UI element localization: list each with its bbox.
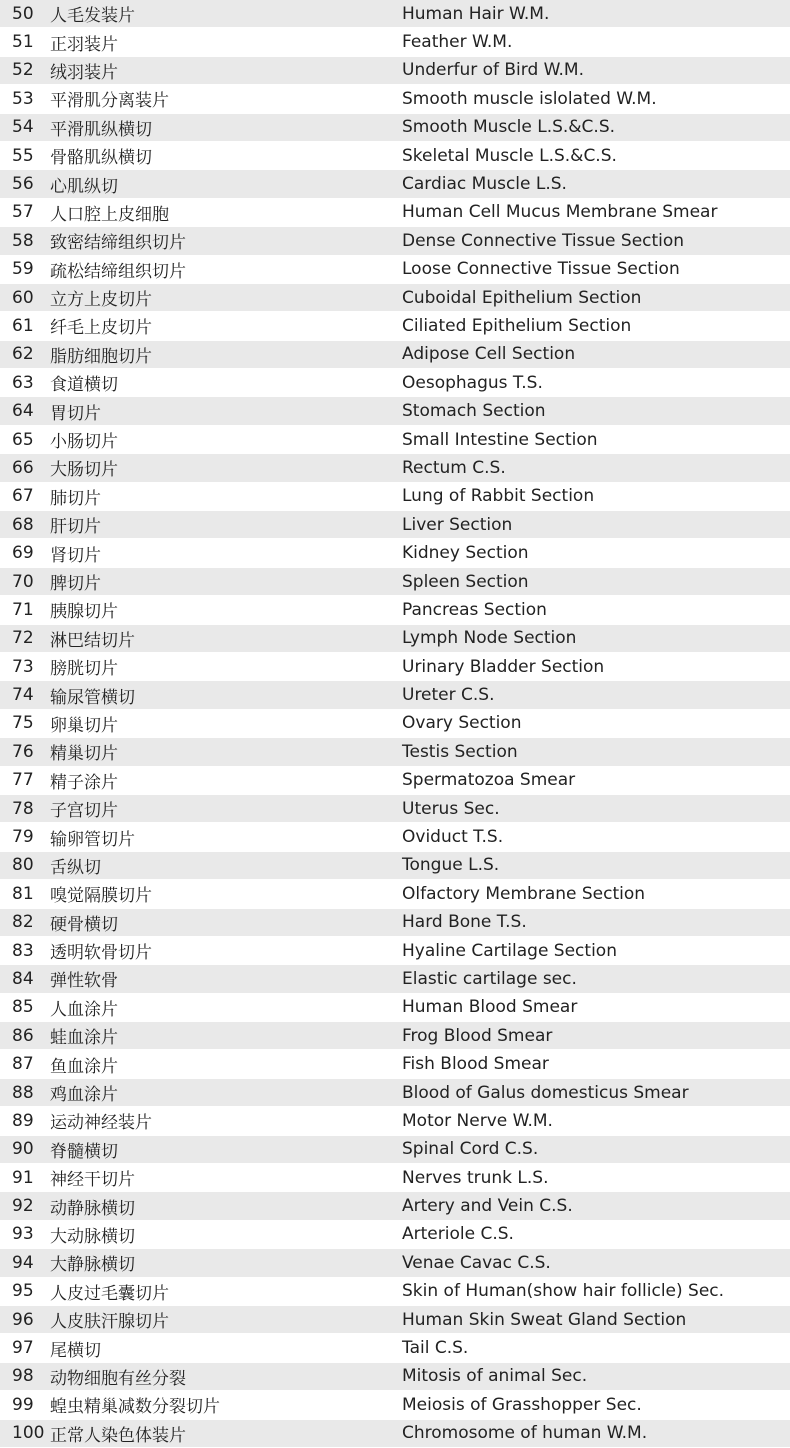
chinese-name: 心肌纵切 [50, 176, 118, 197]
row-number: 67 [12, 486, 34, 507]
english-name: Elastic cartilage sec. [402, 968, 577, 989]
row-number: 87 [12, 1054, 34, 1075]
table-row [0, 397, 790, 425]
row-number: 99 [12, 1394, 34, 1415]
english-name: Uterus Sec. [402, 798, 500, 819]
row-number: 52 [12, 60, 34, 81]
row-number: 78 [12, 798, 34, 819]
row-number: 77 [12, 770, 34, 791]
row-number: 60 [12, 287, 34, 308]
chinese-name: 小肠切片 [50, 432, 118, 453]
table-row [0, 539, 790, 567]
english-name: Hyaline Cartilage Section [402, 940, 617, 961]
english-name: Lung of Rabbit Section [402, 486, 595, 507]
english-name: Fish Blood Smear [402, 1054, 549, 1075]
table-row [0, 795, 790, 823]
row-number: 64 [12, 401, 34, 422]
chinese-name: 立方上皮切片 [50, 290, 152, 311]
english-name: Adipose Cell Section [402, 344, 576, 365]
english-name: Underfur of Bird W.M. [402, 60, 585, 81]
english-name: Chromosome of human W.M. [402, 1423, 648, 1444]
table-row [0, 710, 790, 738]
row-number: 51 [12, 32, 34, 53]
english-name: Loose Connective Tissue Section [402, 259, 680, 280]
chinese-name: 胰腺切片 [50, 602, 118, 623]
table-row [0, 199, 790, 227]
chinese-name: 运动神经装片 [50, 1113, 152, 1134]
table-row [0, 227, 790, 255]
table-row [0, 1050, 790, 1078]
chinese-name: 蛙血涂片 [50, 1028, 118, 1049]
english-name: Small Intestine Section [402, 429, 598, 450]
row-number: 89 [12, 1110, 34, 1131]
row-number: 56 [12, 174, 34, 195]
table-row [0, 625, 790, 653]
english-name: Arteriole C.S. [402, 1224, 514, 1245]
table-row [0, 1079, 790, 1107]
row-number: 80 [12, 855, 34, 876]
table-row [0, 1334, 790, 1362]
english-name: Mitosis of animal Sec. [402, 1366, 588, 1387]
chinese-name: 食道横切 [50, 375, 118, 396]
row-number: 61 [12, 315, 34, 336]
english-name: Lymph Node Section [402, 628, 577, 649]
chinese-name: 子宫切片 [50, 801, 118, 822]
chinese-name: 大静脉横切 [50, 1255, 135, 1276]
row-number: 92 [12, 1196, 34, 1217]
chinese-name: 绒羽装片 [50, 62, 118, 83]
english-name: Artery and Vein C.S. [402, 1196, 573, 1217]
table-row [0, 114, 790, 142]
row-number: 88 [12, 1082, 34, 1103]
row-number: 54 [12, 117, 34, 138]
row-number: 63 [12, 372, 34, 393]
row-number: 98 [12, 1366, 34, 1387]
row-number: 71 [12, 599, 34, 620]
chinese-name: 脊髓横切 [50, 1141, 118, 1162]
row-number: 74 [12, 685, 34, 706]
chinese-name: 淋巴结切片 [50, 630, 135, 651]
table-row [0, 994, 790, 1022]
english-name: Rectum C.S. [402, 457, 506, 478]
chinese-name: 大动脉横切 [50, 1226, 135, 1247]
table-row [0, 1221, 790, 1249]
chinese-name: 神经干切片 [50, 1170, 135, 1191]
chinese-name: 透明软骨切片 [50, 943, 152, 964]
table-row [0, 28, 790, 56]
chinese-name: 肺切片 [50, 488, 101, 509]
chinese-name: 胃切片 [50, 403, 101, 424]
english-name: Olfactory Membrane Section [402, 883, 646, 904]
table-row [0, 909, 790, 937]
chinese-name: 人血涂片 [50, 999, 118, 1020]
english-name: Ciliated Epithelium Section [402, 315, 632, 336]
chinese-name: 人口腔上皮细胞 [50, 204, 169, 225]
english-name: Ovary Section [402, 713, 522, 734]
english-name: Human Hair W.M. [402, 3, 550, 24]
table-row [0, 653, 790, 681]
chinese-name: 舌纵切 [50, 857, 101, 878]
chinese-name: 精子涂片 [50, 772, 118, 793]
table-row [0, 852, 790, 880]
table-row [0, 1164, 790, 1192]
chinese-name: 输卵管切片 [50, 829, 135, 850]
row-number: 84 [12, 968, 34, 989]
english-name: Urinary Bladder Section [402, 656, 605, 677]
english-name: Testis Section [402, 741, 518, 762]
english-name: Spleen Section [402, 571, 529, 592]
table-row [0, 1136, 790, 1164]
table-row [0, 142, 790, 170]
chinese-name: 脾切片 [50, 574, 101, 594]
row-number: 66 [12, 457, 34, 478]
chinese-name: 平滑肌分离装片 [50, 91, 169, 112]
table-row [0, 1022, 790, 1050]
table-row [0, 568, 790, 596]
row-number: 59 [12, 259, 34, 280]
row-number: 70 [12, 571, 34, 592]
row-number: 72 [12, 628, 34, 649]
chinese-name: 人皮肤汗腺切片 [50, 1312, 169, 1333]
row-number: 53 [12, 88, 34, 109]
row-number: 81 [12, 883, 34, 904]
english-name: Stomach Section [402, 401, 546, 422]
row-number: 76 [12, 741, 34, 762]
chinese-name: 人皮过毛囊切片 [50, 1283, 169, 1304]
english-name: Cuboidal Epithelium Section [402, 287, 642, 308]
table-row [0, 426, 790, 454]
english-name: Blood of Galus domesticus Smear [402, 1082, 689, 1103]
row-number: 65 [12, 429, 34, 450]
row-number: 94 [12, 1252, 34, 1273]
chinese-name: 正常人染色体装片 [50, 1425, 186, 1446]
row-number: 79 [12, 827, 34, 848]
english-name: Smooth Muscle L.S.&C.S. [402, 117, 616, 138]
row-number: 75 [12, 713, 34, 734]
english-name: Spermatozoa Smear [402, 770, 576, 791]
table-row [0, 170, 790, 198]
table-row [0, 1107, 790, 1135]
english-name: Smooth muscle islolated W.M. [402, 88, 657, 109]
chinese-name: 尾横切 [50, 1340, 101, 1361]
table-row [0, 965, 790, 993]
table-row [0, 767, 790, 795]
row-number: 68 [12, 514, 34, 535]
english-name: Skeletal Muscle L.S.&C.S. [402, 145, 617, 166]
row-number: 62 [12, 344, 34, 365]
english-name: Meiosis of Grasshopper Sec. [402, 1394, 642, 1415]
row-number: 91 [12, 1167, 34, 1188]
table-row [0, 341, 790, 369]
table-row [0, 738, 790, 766]
row-number: 55 [12, 145, 34, 166]
table-row [0, 880, 790, 908]
english-name: Skin of Human(show hair follicle) Sec. [402, 1281, 725, 1302]
english-name: Feather W.M. [402, 32, 513, 53]
chinese-name: 输尿管横切 [50, 687, 135, 708]
row-number: 73 [12, 656, 34, 677]
chinese-name: 正羽装片 [50, 34, 118, 55]
chinese-name: 精巢切片 [50, 744, 118, 765]
table-row [0, 85, 790, 113]
table-row [0, 483, 790, 511]
table-row [0, 681, 790, 709]
english-name: Tail C.S. [402, 1338, 469, 1359]
english-name: Human Cell Mucus Membrane Smear [402, 202, 718, 223]
table-row [0, 284, 790, 312]
table-row [0, 1278, 790, 1306]
chinese-name: 平滑肌纵横切 [50, 119, 152, 140]
row-number: 93 [12, 1224, 34, 1245]
english-name: Ureter C.S. [402, 685, 495, 706]
english-name: Dense Connective Tissue Section [402, 230, 685, 251]
chinese-name: 鸡血涂片 [50, 1085, 118, 1106]
table-row [0, 1249, 790, 1277]
row-number: 97 [12, 1338, 34, 1359]
row-number: 58 [12, 230, 34, 251]
table-row [0, 57, 790, 85]
english-name: Kidney Section [402, 543, 529, 564]
row-number: 83 [12, 940, 34, 961]
row-number: 90 [12, 1139, 34, 1160]
chinese-name: 弹性软骨 [50, 971, 118, 992]
table-row [0, 454, 790, 482]
english-name: Pancreas Section [402, 599, 547, 620]
row-number: 69 [12, 543, 34, 564]
table-row [0, 1192, 790, 1220]
english-name: Venae Cavac C.S. [402, 1252, 551, 1273]
table-row [0, 511, 790, 539]
chinese-name: 纤毛上皮切片 [50, 318, 152, 339]
row-number: 95 [12, 1281, 34, 1302]
english-name: Human Blood Smear [402, 997, 578, 1018]
english-name: Liver Section [402, 514, 513, 535]
chinese-name: 致密结缔组织切片 [50, 233, 186, 254]
table-row [0, 1391, 790, 1419]
table-row [0, 256, 790, 284]
chinese-name: 脂肪细胞切片 [50, 346, 152, 367]
english-name: Nerves trunk L.S. [402, 1167, 549, 1188]
chinese-name: 硬骨横切 [50, 914, 118, 935]
row-number: 57 [12, 202, 34, 223]
english-name: Frog Blood Smear [402, 1025, 553, 1046]
english-name: Motor Nerve W.M. [402, 1110, 553, 1131]
chinese-name: 嗅觉隔膜切片 [50, 886, 152, 907]
english-name: Hard Bone T.S. [402, 912, 527, 933]
chinese-name: 鱼血涂片 [50, 1056, 118, 1077]
chinese-name: 卵巢切片 [50, 715, 118, 736]
table-row [0, 937, 790, 965]
row-number: 100 [12, 1423, 45, 1444]
chinese-name: 膀胱切片 [50, 659, 118, 680]
chinese-name: 疏松结缔组织切片 [50, 261, 186, 282]
table-row [0, 596, 790, 624]
table-row [0, 312, 790, 340]
row-number: 86 [12, 1025, 34, 1046]
table-row [0, 369, 790, 397]
chinese-name: 动静脉横切 [50, 1198, 135, 1219]
chinese-name: 人毛发装片 [50, 6, 135, 27]
chinese-name: 肾切片 [50, 545, 101, 566]
row-number: 85 [12, 997, 34, 1018]
english-name: Spinal Cord C.S. [402, 1139, 539, 1160]
english-name: Tongue L.S. [402, 855, 500, 876]
row-number: 82 [12, 912, 34, 933]
chinese-name: 肝切片 [50, 517, 101, 538]
table-row [0, 1363, 790, 1391]
table-row [0, 1420, 790, 1448]
english-name: Cardiac Muscle L.S. [402, 174, 567, 195]
english-name: Oviduct T.S. [402, 827, 504, 848]
row-number: 50 [12, 3, 34, 24]
table-row [0, 823, 790, 851]
row-number: 96 [12, 1309, 34, 1330]
table-row [0, 1306, 790, 1334]
chinese-name: 骨骼肌纵横切 [50, 148, 152, 169]
english-name: Oesophagus T.S. [402, 372, 543, 393]
chinese-name: 蝗虫精巢减数分裂切片 [50, 1397, 220, 1418]
table-row [0, 0, 790, 28]
english-name: Human Skin Sweat Gland Section [402, 1309, 687, 1330]
chinese-name: 大肠切片 [50, 460, 118, 481]
chinese-name: 动物细胞有丝分裂 [50, 1368, 186, 1389]
